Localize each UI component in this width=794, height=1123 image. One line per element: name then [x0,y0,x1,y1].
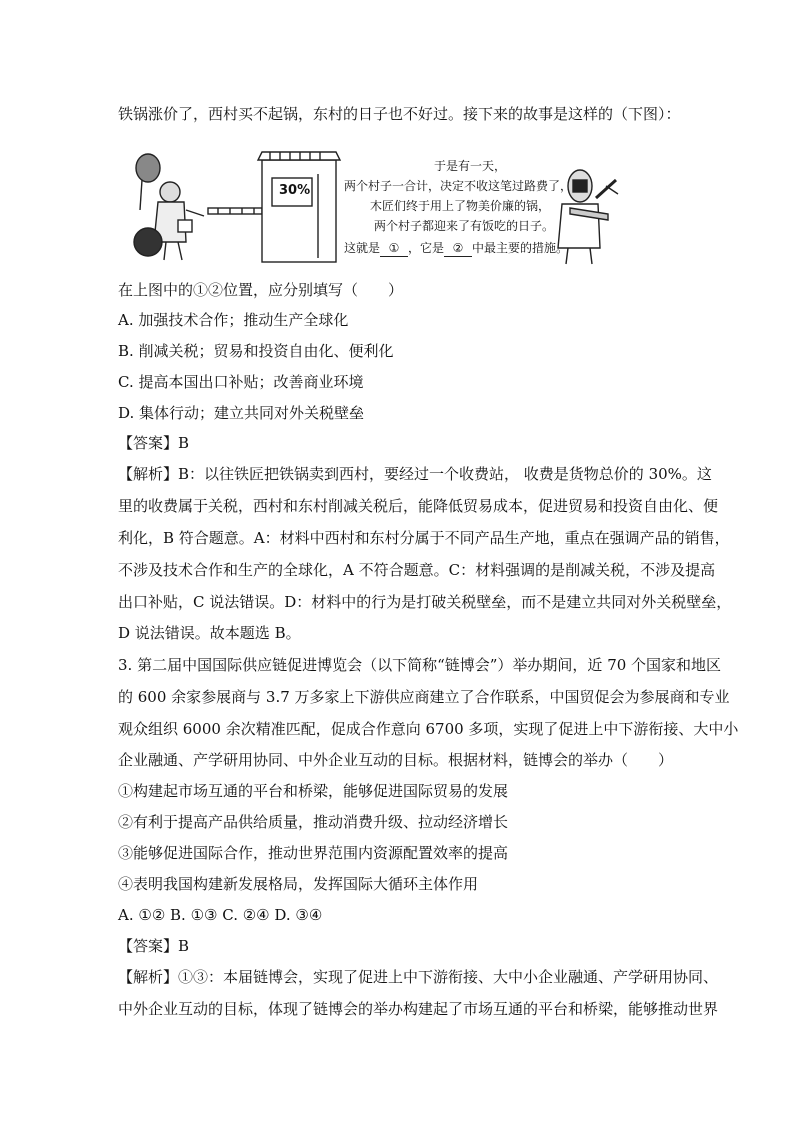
q2-option-d: D. 集体行动；建立共同对外关税壁垒 [118,404,365,422]
caption-5-part-b: ，它是 [408,241,445,255]
toll-rate-sign: 30% [279,183,311,198]
q3-answer: 【答案】B [118,937,190,955]
q3-analysis-line: 中外企业互动的目标，体现了链博会的举办构建起了市场互通的平台和桥梁，能够推动世界 [118,1000,719,1018]
q2-analysis-line: 不涉及技术合作和生产的全球化，A 不符合题意。C：材料强调的是削减关税，不涉及提高 [118,561,716,579]
q3-item-2: ②有利于提高产品供给质量，推动消费升级、拉动经济增长 [118,813,509,831]
caption-line-3: 木匠们终于用上了物美价廉的锅， [370,199,551,213]
q3-stem-line: 企业融通、产学研用协同、中外企业互动的目标。根据材料，链博会的举办（ ） [118,751,674,769]
q3-item-4: ④表明我国构建新发展格局，发挥国际大循环主体作用 [118,875,479,893]
q3-stem-line: 3. 第二届中国国际供应链促进博览会（以下简称“链博会”）举办期间，近 70 个国家和地区 [118,656,722,674]
q2-analysis-line: 利化，B 符合题意。A：材料中西村和东村分属于不同产品生产地，重点在强调产品的销售， [118,529,730,547]
q3-item-1: ①构建起市场互通的平台和桥梁，能够促进国际贸易的发展 [118,782,509,800]
caption-5-part-c: 中最主要的措施。 [472,241,569,255]
q3-options: A. ①② B. ①③ C. ②④ D. ③④ [118,906,323,924]
q2-stem: 在上图中的①②位置，应分别填写（ ） [118,281,404,299]
q3-item-3: ③能够促进国际合作，推动世界范围内资源配置效率的提高 [118,844,509,862]
caption-line-4: 两个村子都迎来了有饭吃的日子。 [374,219,555,233]
blank-2: ② [444,240,472,257]
blank-1: ① [380,240,408,257]
q2-option-a: A. 加强技术合作；推动生产全球化 [118,311,349,329]
q2-answer: 【答案】B [118,434,190,452]
q2-analysis-line: 里的收费属于关税，西村和东村削减关税后，能降低贸易成本，促进贸易和投资自由化、便 [118,497,719,515]
q3-stem-line: 的 600 余家参展商与 3.7 万多家上下游供应商建立了合作联系，中国贸促会为参展商和专业 [118,688,730,706]
caption-line-5 [344,240,568,257]
caption-5-part-a: 这就是 [344,241,381,255]
q3-analysis-line: 【解析】①③：本届链博会，实现了促进上中下游衔接、大中小企业融通、产学研用协同、 [118,968,719,986]
q2-option-c: C. 提高本国出口补贴；改善商业环境 [118,373,364,391]
q3-stem-line: 观众组织 6000 余次精准匹配，促成合作意向 6700 多项，实现了促进上中下游衔接、大中小 [118,720,739,738]
caption-line-1: 于是有一天， [434,159,507,173]
caption-line-2: 两个村子一合计，决定不收这笔过路费了， [344,179,573,193]
q2-analysis-line: 出口补贴，C 说法错误。D：材料中的行为是打破关税壁垒，而不是建立共同对外关税壁垒， [118,593,732,611]
cartoon-figure [130,150,620,268]
q2-option-b: B. 削减关税；贸易和投资自由化、便利化 [118,342,394,360]
q2-analysis-line: 【解析】B：以往铁匠把铁锅卖到西村，要经过一个收费站， 收费是货物总价的 30%。这 [118,465,712,483]
q2-analysis-line: D 说法错误。故本题选 B。 [118,624,301,642]
intro-text: 铁锅涨价了，西村买不起锅，东村的日子也不好过。接下来的故事是这样的（下图）： [118,105,681,123]
